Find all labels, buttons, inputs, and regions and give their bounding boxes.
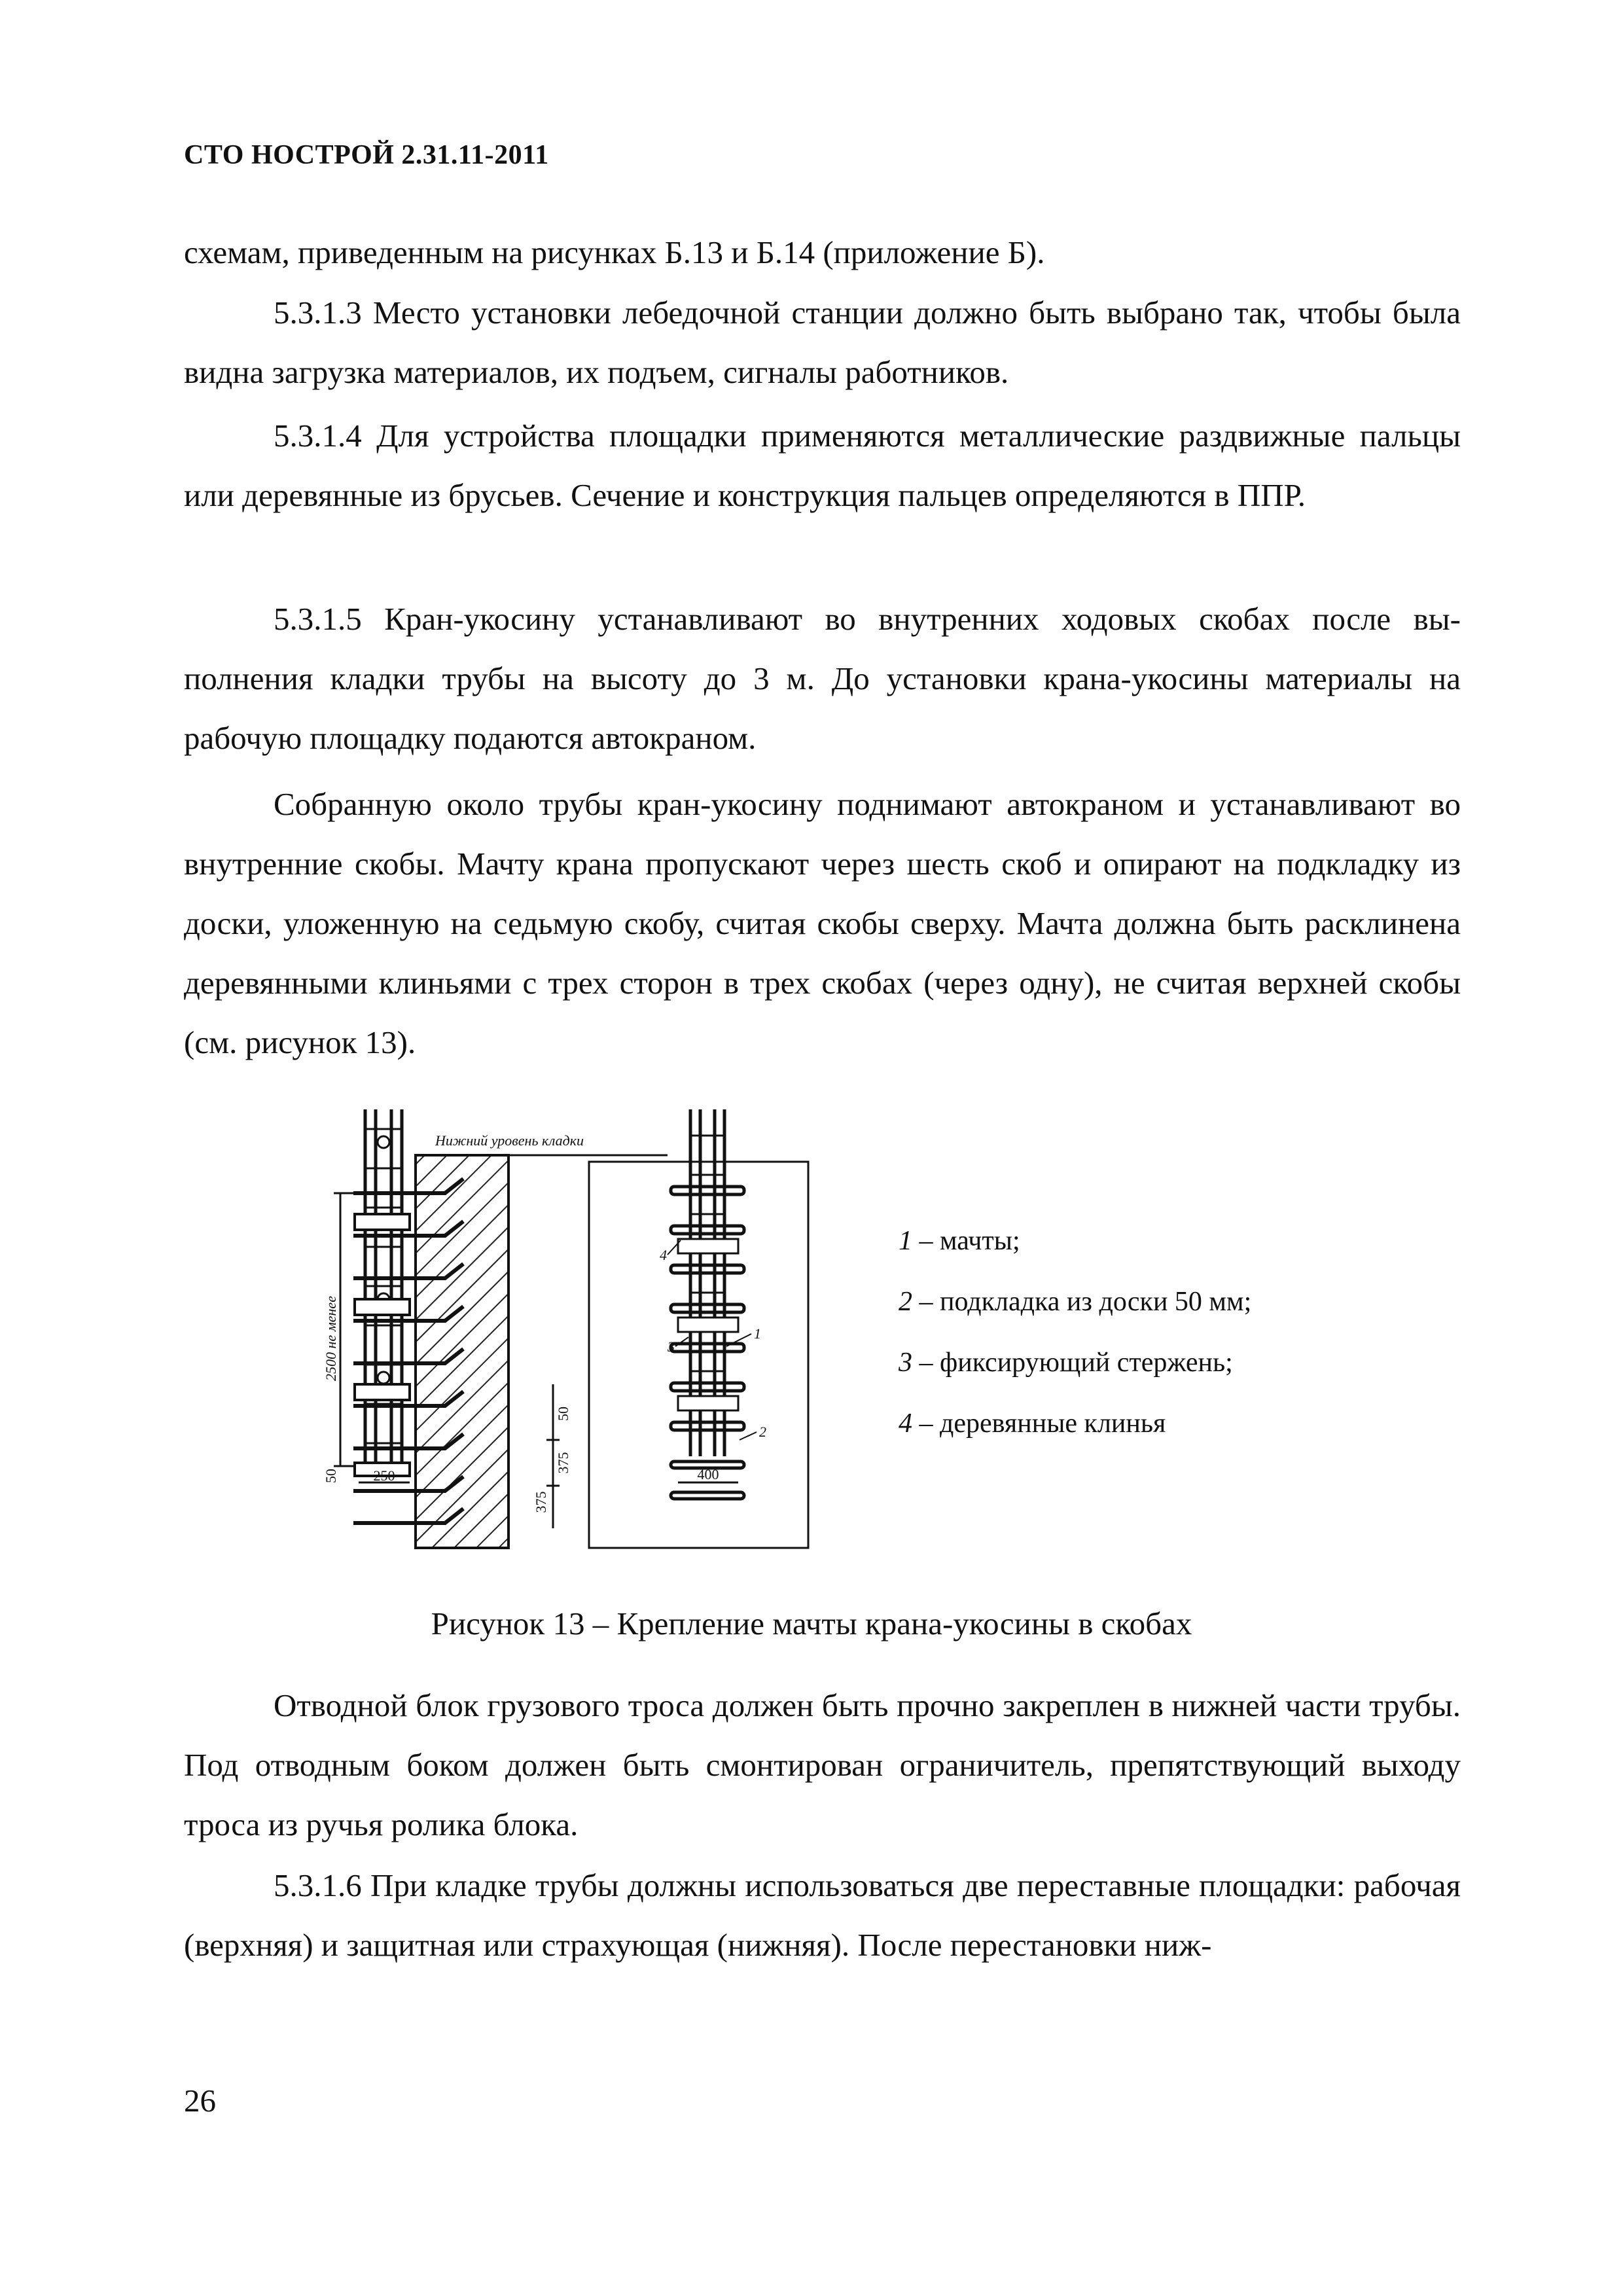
- page-number: 26: [184, 2083, 216, 2119]
- paragraph-5-3-1-6: 5.3.1.6 При кладке трубы должны использоваться две переставные площадки: рабочая (верхняя) и защитная или страхующая (нижняя). После перестановки ниж-: [184, 1867, 1461, 1963]
- level-label: Нижний уровень кладки: [435, 1132, 584, 1149]
- paragraph-pulley-block: Отводной блок грузового троса должен быть прочно закреплен в нижней части трубы. Под отводным боком должен быть смонтирован ограничитель, препятствующий выходу троса из ручья ролика блока.: [184, 1687, 1461, 1842]
- callout-4: 4: [660, 1247, 667, 1263]
- callout-3: 3: [668, 1338, 675, 1355]
- callout-2: 2: [759, 1424, 766, 1440]
- dim-50-left: 50: [323, 1469, 339, 1483]
- dim-height-label: 2500 не менее: [323, 1296, 339, 1381]
- paragraph-continuation: схемам, приведенным на рисунках Б.13 и Б.14 (приложение Б).: [184, 234, 1045, 270]
- paragraph-5-3-1-3: 5.3.1.3 Место установки лебедочной станции должно быть выбрано так, чтобы была видна загрузка материалов, их подъем, сигналы работников.: [184, 295, 1461, 390]
- callout-1: 1: [754, 1325, 761, 1342]
- dim-400: 400: [697, 1466, 719, 1482]
- figure-caption: Рисунок 13 – Крепление мачты крана-укосины в скобах: [431, 1605, 1192, 1641]
- legend-item-3: 3 – фиксирующий стержень;: [899, 1348, 1233, 1378]
- mast-left-pins: [378, 1136, 389, 1384]
- paragraph-5-3-1-5: 5.3.1.5 Кран-укосину устанавливают во внутренних ходовых скобах после выполнения кладки трубы на высоту до 3 м. До установки крана-укосины материалы на рабочую площадку подаются автокраном.: [184, 601, 1461, 756]
- paragraph-crane-assembly: Собранную около трубы кран-укосину поднимают автокраном и устанавливают во внутренние скобы. Мачту крана пропускают через шесть скоб и опирают на подкладку из доски, уложенную на седьмую скобу, считая скобы сверху. Мачта должна быть расклинена деревянными клиньями с трех сторон в трех скобах (через одну), не считая верхней скобы (см. рисунок 13).: [184, 786, 1461, 1060]
- paragraph-5-3-1-4: 5.3.1.4 Для устройства площадки применяются металлические раздвижные пальцы или деревянные из брусьев. Сечение и конструкция пальцев определяются в ППР.: [184, 418, 1461, 513]
- legend-item-2: 2 – подкладка из доски 50 мм;: [899, 1287, 1252, 1317]
- dim-375-a: 375: [533, 1491, 549, 1513]
- dim-375-b: 375: [555, 1452, 571, 1474]
- dim-50-mid: 50: [555, 1407, 571, 1421]
- dim-250: 250: [373, 1467, 395, 1484]
- legend-item-1: 1 – мачты;: [899, 1226, 1020, 1256]
- document-header: СТО НОСТРОЙ 2.31.11-2011: [184, 140, 549, 170]
- legend-item-4: 4 – деревянные клинья: [899, 1408, 1166, 1439]
- figure-legend: [899, 1211, 1251, 1454]
